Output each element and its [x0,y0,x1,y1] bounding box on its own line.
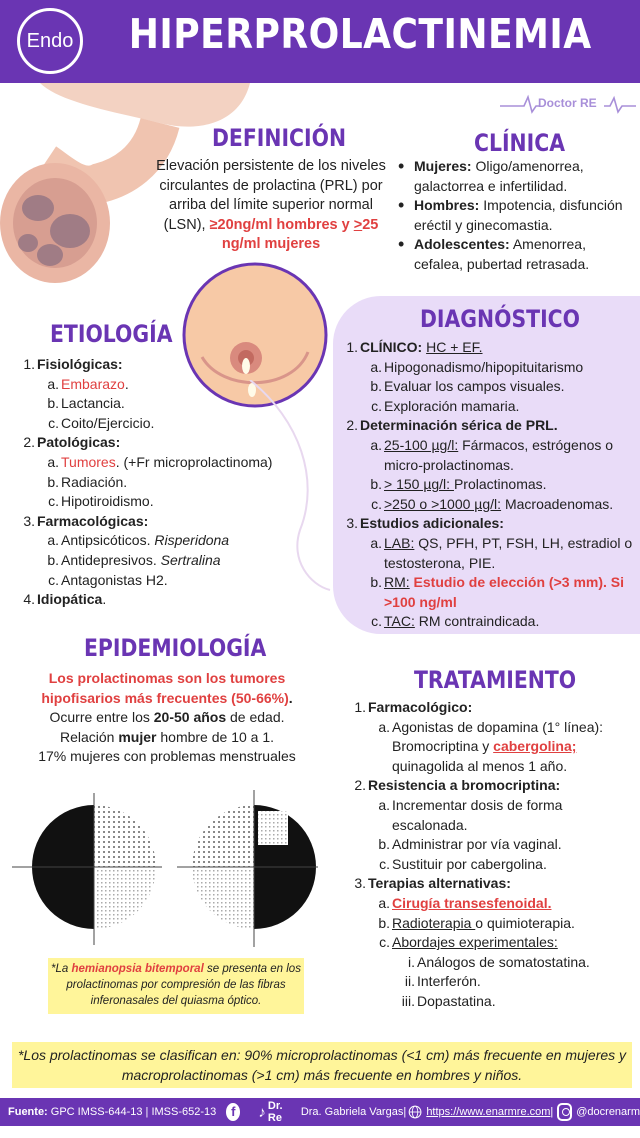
tratamiento-list [351,698,636,1012]
list-item: a. Tumores. (+Fr microprolactinoma) [47,453,273,470]
definicion-text [150,157,392,255]
diagnostico-group: 1. CLÍNICO: HC + EF. [346,339,483,355]
list-item: iii. Dopastatina. [401,992,496,1009]
clinica-item: • Adolescentes: Amenorrea, cefalea, pubertad retrasada. [398,234,590,272]
globe-icon [408,1103,422,1121]
instagram-handle[interactable]: @docrenarm [576,1106,640,1118]
etiologia-list [20,355,330,610]
list-item: a. Embarazo. [47,375,129,392]
list-item: b. Lactancia. [47,395,125,412]
definicion-highlight-hombres: ≥20ng/ml hombres [209,216,338,233]
doctor-re-text: Doctor RE [538,96,597,110]
instagram-icon[interactable] [557,1103,572,1121]
tratamiento-group: 1. Farmacológico: [354,699,473,715]
list-item: c. TAC: RM contraindicada. [371,613,540,630]
clinica-item: • Mujeres: Oligo/amenorrea, galactorrea e infertilidad. [398,156,584,194]
diagnostico-list [343,338,638,632]
epidemiologia-text [16,669,318,767]
list-item: ii. Interferón. [404,973,481,990]
tratamiento-title: TRATAMIENTO [414,666,577,694]
list-item: a. 25-100 µg/l: Fármacos, estrógenos o micro-prolactinomas. [370,436,614,473]
epidemiologia-highlight: Los prolactinomas son los tumores hipofisarios más frecuentes (50-66%). [41,670,293,706]
list-item: b. Radiación. [47,473,128,490]
header-bar [0,0,640,83]
list-item: c. Coito/Ejercicio. [48,414,155,431]
hemianopsia-note: *La hemianopsia bitemporal se presenta en los prolactinomas por compresión de las fibras inferonasales del quiasma óptico. [48,958,304,1014]
list-item: b. > 150 µg/l: Prolactinomas. [370,476,547,493]
epidemiologia-line: 17% mujeres con problemas menstruales [38,748,296,765]
list-item: a. Cirugía transesfenoidal. [378,894,552,911]
list-item: a. Antipsicóticos. Risperidona [47,532,230,549]
etiologia-group: 1. Fisiológicas: [23,356,123,372]
definicion-body: Elevación persistente de los niveles circulantes de prolactina (PRL) por arriba del límite superior normal (LSN), [156,158,386,233]
list-item: c. Exploración mamaria. [371,397,520,414]
list-item: b. Antidepresivos. Sertralina [47,551,221,568]
list-item: i. Análogos de somatostatina. [408,953,590,970]
tratamiento-group: 3. Terapias alternativas: [354,875,511,892]
tratamiento-group: 2. Resistencia a bromocriptina: [354,777,561,794]
visual-field-diagram [12,785,318,950]
list-item: b. Administrar por vía vaginal. [378,836,562,853]
list-item: a. LAB: QS, PFH, PT, FSH, LH, estradiol o testosterona, PIE. [370,534,633,571]
tiktok-icon[interactable]: ♪ [258,1103,266,1121]
etiologia-title: ETIOLOGÍA [50,320,173,348]
epidemiologia-line: Ocurre entre los 20-50 años de edad. [49,709,285,726]
list-item: c. >250 o >1000 µg/l: Macroadenomas. [371,495,614,512]
list-item: b. Radioterapia o quimioterapia. [378,914,575,931]
clinica-item: • Hombres: Impotencia, disfunción eréctil y ginecomastia. [398,195,623,233]
etiologia-group: 3. Farmacológicas: [23,512,149,529]
page-title: HIPERPROLACTINEMIA [128,10,592,58]
clinica-title: CLÍNICA [474,129,565,157]
list-item: b. RM: Estudio de elección (>3 mm). Si >100 ng/ml [370,574,625,610]
facebook-icon[interactable]: f [226,1103,240,1121]
website-link[interactable]: https://www.enarmre.com [426,1106,551,1118]
footer-separator: | [550,1106,554,1118]
list-item: a. Agonistas de dopamina (1° línea): Bromocriptina y cabergolina; quinagolida al menos 1 año. [378,718,604,774]
autora: Dra. Gabriela Vargas| [300,1106,407,1118]
clinica-list [398,157,638,275]
list-item: c. Abordajes experimentales: [379,934,558,951]
specialty-badge: Endo [17,8,83,74]
definicion-highlight-mujeres: y >25 ng/ml mujeres [221,216,379,253]
list-item: a. Incrementar dosis de forma escalonada. [378,796,563,833]
list-item: a. Hipogonadismo/hipopituitarismo [370,358,584,375]
list-item: c. Antagonistas H2. [48,571,168,588]
etiologia-group: 4. Idiopática. [23,591,107,608]
epidemiologia-title: EPIDEMIOLOGÍA [84,634,267,662]
definicion-title: DEFINICIÓN [212,124,347,152]
footer-bar [0,1098,640,1126]
tiktok-handle[interactable]: Dr. Re [267,1100,283,1124]
diagnostico-title: DIAGNÓSTICO [420,305,580,333]
fuente: Fuente: GPC IMSS-644-13 | IMSS-652-13 [8,1106,217,1118]
list-item: b. Evaluar los campos visuales. [370,378,565,395]
diagnostico-group: 2. Determinación sérica de PRL. [346,417,558,434]
epidemiologia-line: Relación mujer hombre de 10 a 1. [59,728,275,745]
clasificacion-note: *Los prolactinomas se clasifican en: 90% microprolactinomas (<1 cm) más frecuente en mujeres y macroprolactinomas (>1 cm) más frecuente en hombres y niños. [12,1042,632,1088]
diagnostico-group: 3. Estudios adicionales: [346,515,504,532]
etiologia-group: 2. Patológicas: [23,434,121,451]
list-item: c. Hipotiroidismo. [48,493,154,510]
list-item: c. Sustituir por cabergolina. [379,855,547,872]
